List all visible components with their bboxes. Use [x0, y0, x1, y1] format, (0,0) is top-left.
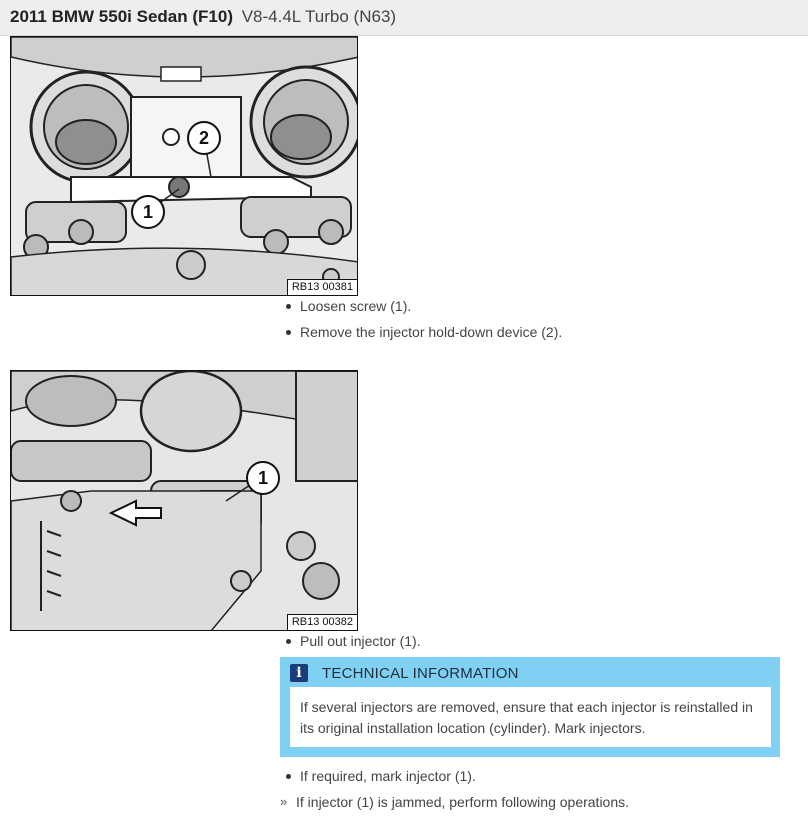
bullet-icon: [286, 639, 291, 644]
illustration-holddown: [11, 37, 358, 296]
step-text: Pull out injector (1).: [300, 633, 421, 649]
technical-information-body: If several injectors are removed, ensure that each injector is reinstalled in its original installation location (cylinder). Mark injectors.: [290, 687, 771, 747]
list-item: [280, 323, 562, 341]
info-icon: i: [290, 664, 308, 682]
step-text: Loosen screw (1).: [300, 298, 412, 314]
engine-name: V8-4.4L Turbo (N63): [241, 7, 397, 26]
figure-reference: RB13 00382: [287, 614, 357, 630]
technical-information-header: [290, 663, 519, 683]
technical-information-title: TECHNICAL INFORMATION: [322, 664, 519, 682]
bullet-icon: [286, 774, 291, 779]
sub-step-item: [280, 793, 629, 811]
list-item: [280, 297, 562, 315]
figure-pull-injector: [10, 370, 358, 631]
bullet-icon: [286, 304, 291, 309]
steps-list-2: [280, 632, 421, 658]
raquo-icon: »: [280, 794, 288, 809]
header-title: [10, 6, 396, 28]
callout-1: 1: [131, 195, 165, 229]
list-item: [280, 632, 421, 650]
callout-1: 1: [246, 461, 280, 495]
step-text: Remove the injector hold-down device (2).: [300, 324, 563, 340]
sub-step-text: If injector (1) is jammed, perform following operations.: [296, 794, 630, 810]
vehicle-name: 2011 BMW 550i Sedan (F10): [10, 7, 233, 26]
steps-list-1: [280, 297, 562, 349]
callout-2: 2: [187, 121, 221, 155]
technical-information-box: [280, 657, 780, 757]
illustration-pull-injector: [11, 371, 358, 631]
list-item: [280, 767, 629, 785]
step-text: If required, mark injector (1).: [300, 768, 476, 784]
figure-injector-holddown: [10, 36, 358, 296]
figure-reference: RB13 00381: [287, 279, 357, 295]
page-header: [0, 0, 808, 36]
bullet-icon: [286, 330, 291, 335]
steps-list-3: [280, 767, 629, 819]
